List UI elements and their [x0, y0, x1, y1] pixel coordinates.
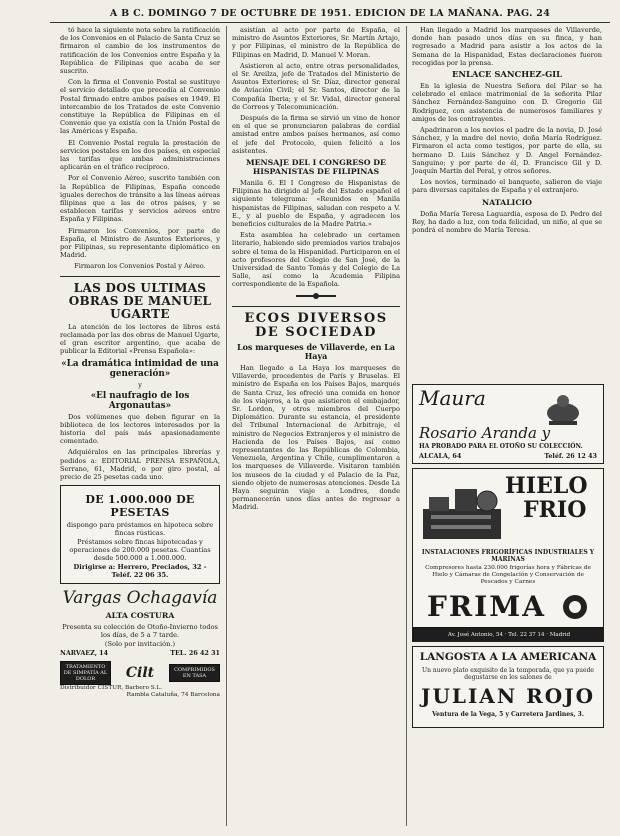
- vargas-contact: [60, 649, 220, 657]
- article-paragraph: Han llegado a Madrid los marqueses de Villaverde, donde han pasado unos días en su finca, y han regresado a Madrid para asistir a los actos de la Semana de la Hispanidad, Estas declaraciones fueron recogidas por la prensa.: [412, 26, 602, 67]
- ornament-illustration-icon: [541, 391, 585, 427]
- message-title: MENSAJE DEL I CONGRESO DE HISPANISTAS DE FILIPINAS: [245, 158, 387, 177]
- article-paragraph: Doña María Teresa Laguardia, esposa de D. Pedro del Rey, ha dado a luz, con toda felicidad, un niño, al que se pondrá el nombre de María Teresa.: [412, 209, 602, 235]
- divider: [232, 306, 400, 307]
- rosario-contact: [419, 452, 597, 460]
- left-column: [60, 26, 220, 699]
- article-paragraph: tó hace la siguiente nota sobre la ratificación de los Convenios en el Palacio de Santa Cruz se firmaron el cambio de los instrumentos de ratificación de los Convenios entre España y la República de Filipinas que acaba de ser suscrito.: [60, 26, 220, 76]
- rosario-aranda-ad: [412, 384, 604, 464]
- frima-line-2: Compresores hasta 230.000 frigorías hora y Fábricas de Hielo y Cámaras de Congelación y Conservación de Pescados y Carnes: [425, 565, 591, 585]
- article-paragraph: asistían al acto por parte de España, el ministro de Asuntos Exteriores, Sr. Martín Artajo, y por Filipinas, el ministro de la República de Filipinas en Madrid, D. Manuel V. Moran.: [232, 26, 400, 59]
- cilt-right-box: COMPRIMIDOS EN TASA: [169, 664, 220, 682]
- ugarte-title: LAS DOS ULTIMAS OBRAS DE MANUEL UGARTE: [68, 280, 212, 321]
- right-column: [412, 26, 602, 237]
- article-paragraph: En la iglesia de Nuestra Señora del Pilar se ha celebrado el enlace matrimonial de la señorita Pilar Sánchez Fernández-Sanguino con D. Gregorio Gil Rodríguez, con asistencia de numerosos familiares y amigos de los contrayentes.: [412, 82, 602, 123]
- birth-title: NATALICIO: [482, 197, 532, 207]
- ugarte-book-1: «La dramática intimidad de una generación»: [61, 358, 219, 379]
- article-paragraph: Con la firma el Convenio Postal se sustituye el servicio detallado que precedía al Convenio Postal firmado entre ambos países en 1949. El intercambio de los Tratados de este Convenio constituye la República de Filipinas en el Convenio que ya existía con la Unión Postal de las Américas y España.: [60, 78, 220, 136]
- ugarte-order: Adquiéralos en las principales librerías y pedidos a: EDITORIAL PRENSA ESPAÑOLA, Serrano, 61, Madrid, o por giro postal, al precio de 25 pesetas cada uno.: [60, 448, 220, 481]
- article-paragraph: Los novios, terminado el banquete, salieron de viaje para diversas capitales de España y el extranjero.: [412, 178, 602, 195]
- article-paragraph: Después de la firma se sirvió un vino de honor en el que se pronunciaron palabras de cordial amistad entre ambos países hermanos, así como el jefe del Protocolo, quien felicitó a los asistentes.: [232, 114, 400, 155]
- refrigeration-machine-icon: [421, 479, 503, 543]
- frima-headline-2: FRIO: [523, 497, 587, 523]
- ugarte-desc: Dos volúmenes que deben figurar en la biblioteca de los lectores interesados por la historia del país más apasionadamente comentado.: [60, 412, 220, 446]
- cilt-left-box: TRATAMIENTO DE SIMPATÍA AL DOLOR: [60, 661, 111, 685]
- langosta-ad: [412, 646, 604, 728]
- article-paragraph: Apadrinaron a los novios el padre de la novia, D. José Sánchez, y la madre del novio, doña María Rodríguez. Firmaron el acta como testigos, por parte de ella, su hermano D. Luis Sánchez y D. Angel Fernández-Sanguino; y por parte de él, D. Francisco Gil y D. Joaquín Martín del Peral, y otros señores.: [412, 126, 602, 176]
- frima-ad: [412, 468, 604, 642]
- article-paragraph: El Convenio Postal regula la prestación de servicios postales en los dos países, en especial las tarifas que ambas administraciones aplicarán en el tráfico recíproco.: [60, 138, 220, 172]
- article-paragraph: Manila 6. El I Congreso de Hispanistas de Filipinas ha dirigido al Jefe del Estado español el siguiente telegrama: «Reunidos en Manila hispanistas de Filipinas, saludan con respeto a V. E., y al pueblo de España, y agradecen los beneficios culturales de la Madre Patria.»: [232, 179, 400, 229]
- column-divider: [406, 26, 407, 826]
- cilt-distributor: Distribuidor CISTUR, Barbero S.L.: [60, 685, 163, 692]
- ugarte-book-2: «El naufragio de los Argonautas»: [90, 390, 190, 411]
- vargas-phone: TEL. 26 42 31: [170, 649, 220, 658]
- loan-contact: Dirigirse a: Herrero, Preciados, 32 - Teléf. 22 06 35.: [73, 563, 207, 580]
- vargas-address: NARVAEZ, 14: [60, 649, 109, 658]
- ecos-title: ECOS DIVERSOS DE SOCIEDAD: [244, 310, 388, 340]
- column-divider: [226, 26, 227, 826]
- frima-brand: FRIMA: [427, 590, 546, 623]
- vargas-ad: [60, 588, 220, 657]
- frima-line-1: INSTALACIONES FRIGORÍFICAS INDUSTRIALES Y MARINAS: [421, 549, 595, 563]
- cilt-logo: Cilt: [125, 665, 155, 682]
- wedding-title: ENLACE SANCHEZ-GIL: [451, 69, 563, 80]
- ugarte-connector: y: [138, 380, 142, 389]
- article-paragraph: Han llegado a La Haya los marqueses de Villaverde, procedentes de París y Bruselas. El ministro de España en los Países Bajos, marqués de Santa Cruz, les ofreció una comida en honor de los viajeros, a la que asistieron el embajador, Sr. Lordon, y otros miembros del Cuerpo Diplomático. Durante su estancia, el presidente del Tribunal Internacional de Arbitraje, el ministro de Negocios Extranjeros y el ministro de Hacienda de los Países Bajos, así como representantes de las Repúblicas de Colombia, Venezuela, Argentina y Chile, cumplimentaron a los marqueses de Villaverde. Visitaron también los museos de la ciudad y el Palacio de la Paz, siendo objeto de numerosas atenciones. Desde La Haya seguirán viaje a Londres, donde permanecerán unos días antes de regresar a Madrid.: [232, 363, 400, 512]
- loan-title: DE 1.000.000 DE PESETAS: [85, 493, 195, 520]
- langosta-brand: JULIAN ROJO: [420, 684, 595, 708]
- vargas-logo: Vargas Ochagavía: [62, 588, 218, 609]
- langosta-desc: Un nuevo plato exquisito de la temporada, que ya puede degustarse en los salones de: [422, 667, 594, 681]
- vargas-note: (Solo por invitación.): [104, 640, 176, 649]
- rosario-phone: Teléf. 26 12 43: [544, 452, 597, 460]
- article-signature: Firmaron los Convenios Postal y Aéreo.: [74, 262, 206, 271]
- ugarte-intro: La atención de los lectores de libros está reclamada por las dos obras de Manuel Ugarte, el gran escritor argentino, que acaba de publicar la Editorial «Prensa Española»:: [60, 322, 220, 356]
- article-paragraph: Asistieron al acto, entre otras personalidades, el Sr. Areilza, jefe de Tratados del Ministerio de Asuntos Exteriores; el Sr. Díaz, director general de Aviación Civil; el Sr. Santos, director de la Compañía Iberia; y el Sr. Vidal, director general de Correos y Telecomunicación.: [232, 61, 400, 111]
- cilt-address: Rambla Cataluña, 74 Barcelona: [126, 692, 220, 699]
- vargas-desc: Presenta su colección de Otoño-Invierno todos los días, de 5 a 7 tarde.: [62, 623, 218, 640]
- frima-headline-1: HIELO: [505, 473, 588, 499]
- article-paragraph: Por el Convenio Aéreo, suscrito también con la República de Filipinas, España concede iguales derechos de tránsito a las líneas aéreas filipinas que a las de otros países, y se establecen tarifas y servicios aéreos entre España y Filipinas.: [60, 174, 220, 224]
- rosario-name: Rosario Aranda y: [419, 424, 551, 442]
- ornament-divider: [232, 293, 400, 301]
- article-paragraph: Firmaron los Convenios, por parte de España, el Ministro de Asuntos Exteriores, y por Filipinas, su representante diplomático en Madrid.: [60, 226, 220, 260]
- frima-footer: Av. José Antonio, 54 · Tel. 22 37 14 · Madrid: [413, 627, 604, 642]
- rosario-address: ALCALA, 64: [419, 452, 462, 460]
- middle-column: [232, 26, 400, 515]
- loan-ad: [60, 485, 220, 584]
- loan-line-2: Préstamos sobre fincas hipotecadas y operaciones de 200.000 pesetas. Cuantías desde 500.000 a 1.000.000.: [69, 538, 211, 563]
- rosario-desc: HA PROBADO PARA EL OTOÑO SU COLECCIÓN.: [419, 443, 583, 450]
- ugarte-books-ad: [60, 282, 220, 481]
- langosta-address: Ventura de la Vega, 5 y Carretera Jardines, 3.: [432, 711, 584, 718]
- article-paragraph: Esta asamblea ha celebrado un certamen literario, habiendo sido premiados varios trabajos sobre el tema de la Hispanidad. Participaron en el acto profesores del Colegio de San José, de la Universidad de Santo Tomás y del Colegio de La Salle, así como la Academia Filipina correspondiente de la Española.: [232, 231, 400, 289]
- vargas-title: ALTA COSTURA: [105, 611, 175, 621]
- rosario-script-top: Maura: [419, 386, 486, 410]
- page-header: A B C. DOMINGO 7 DE OCTUBRE DE 1951. EDICION DE LA MAÑANA. PAG. 24: [50, 8, 610, 23]
- divider: [60, 276, 220, 277]
- ecos-subtitle: Los marqueses de Villaverde, en La Haya: [236, 341, 396, 361]
- cilt-ad: [60, 661, 220, 699]
- frima-logo-icon: [561, 593, 589, 621]
- langosta-title: LANGOSTA A LA AMERICANA: [419, 651, 597, 663]
- loan-line-1: dispongo para préstamos en hipoteca sobre fincas rústicas.: [66, 521, 214, 538]
